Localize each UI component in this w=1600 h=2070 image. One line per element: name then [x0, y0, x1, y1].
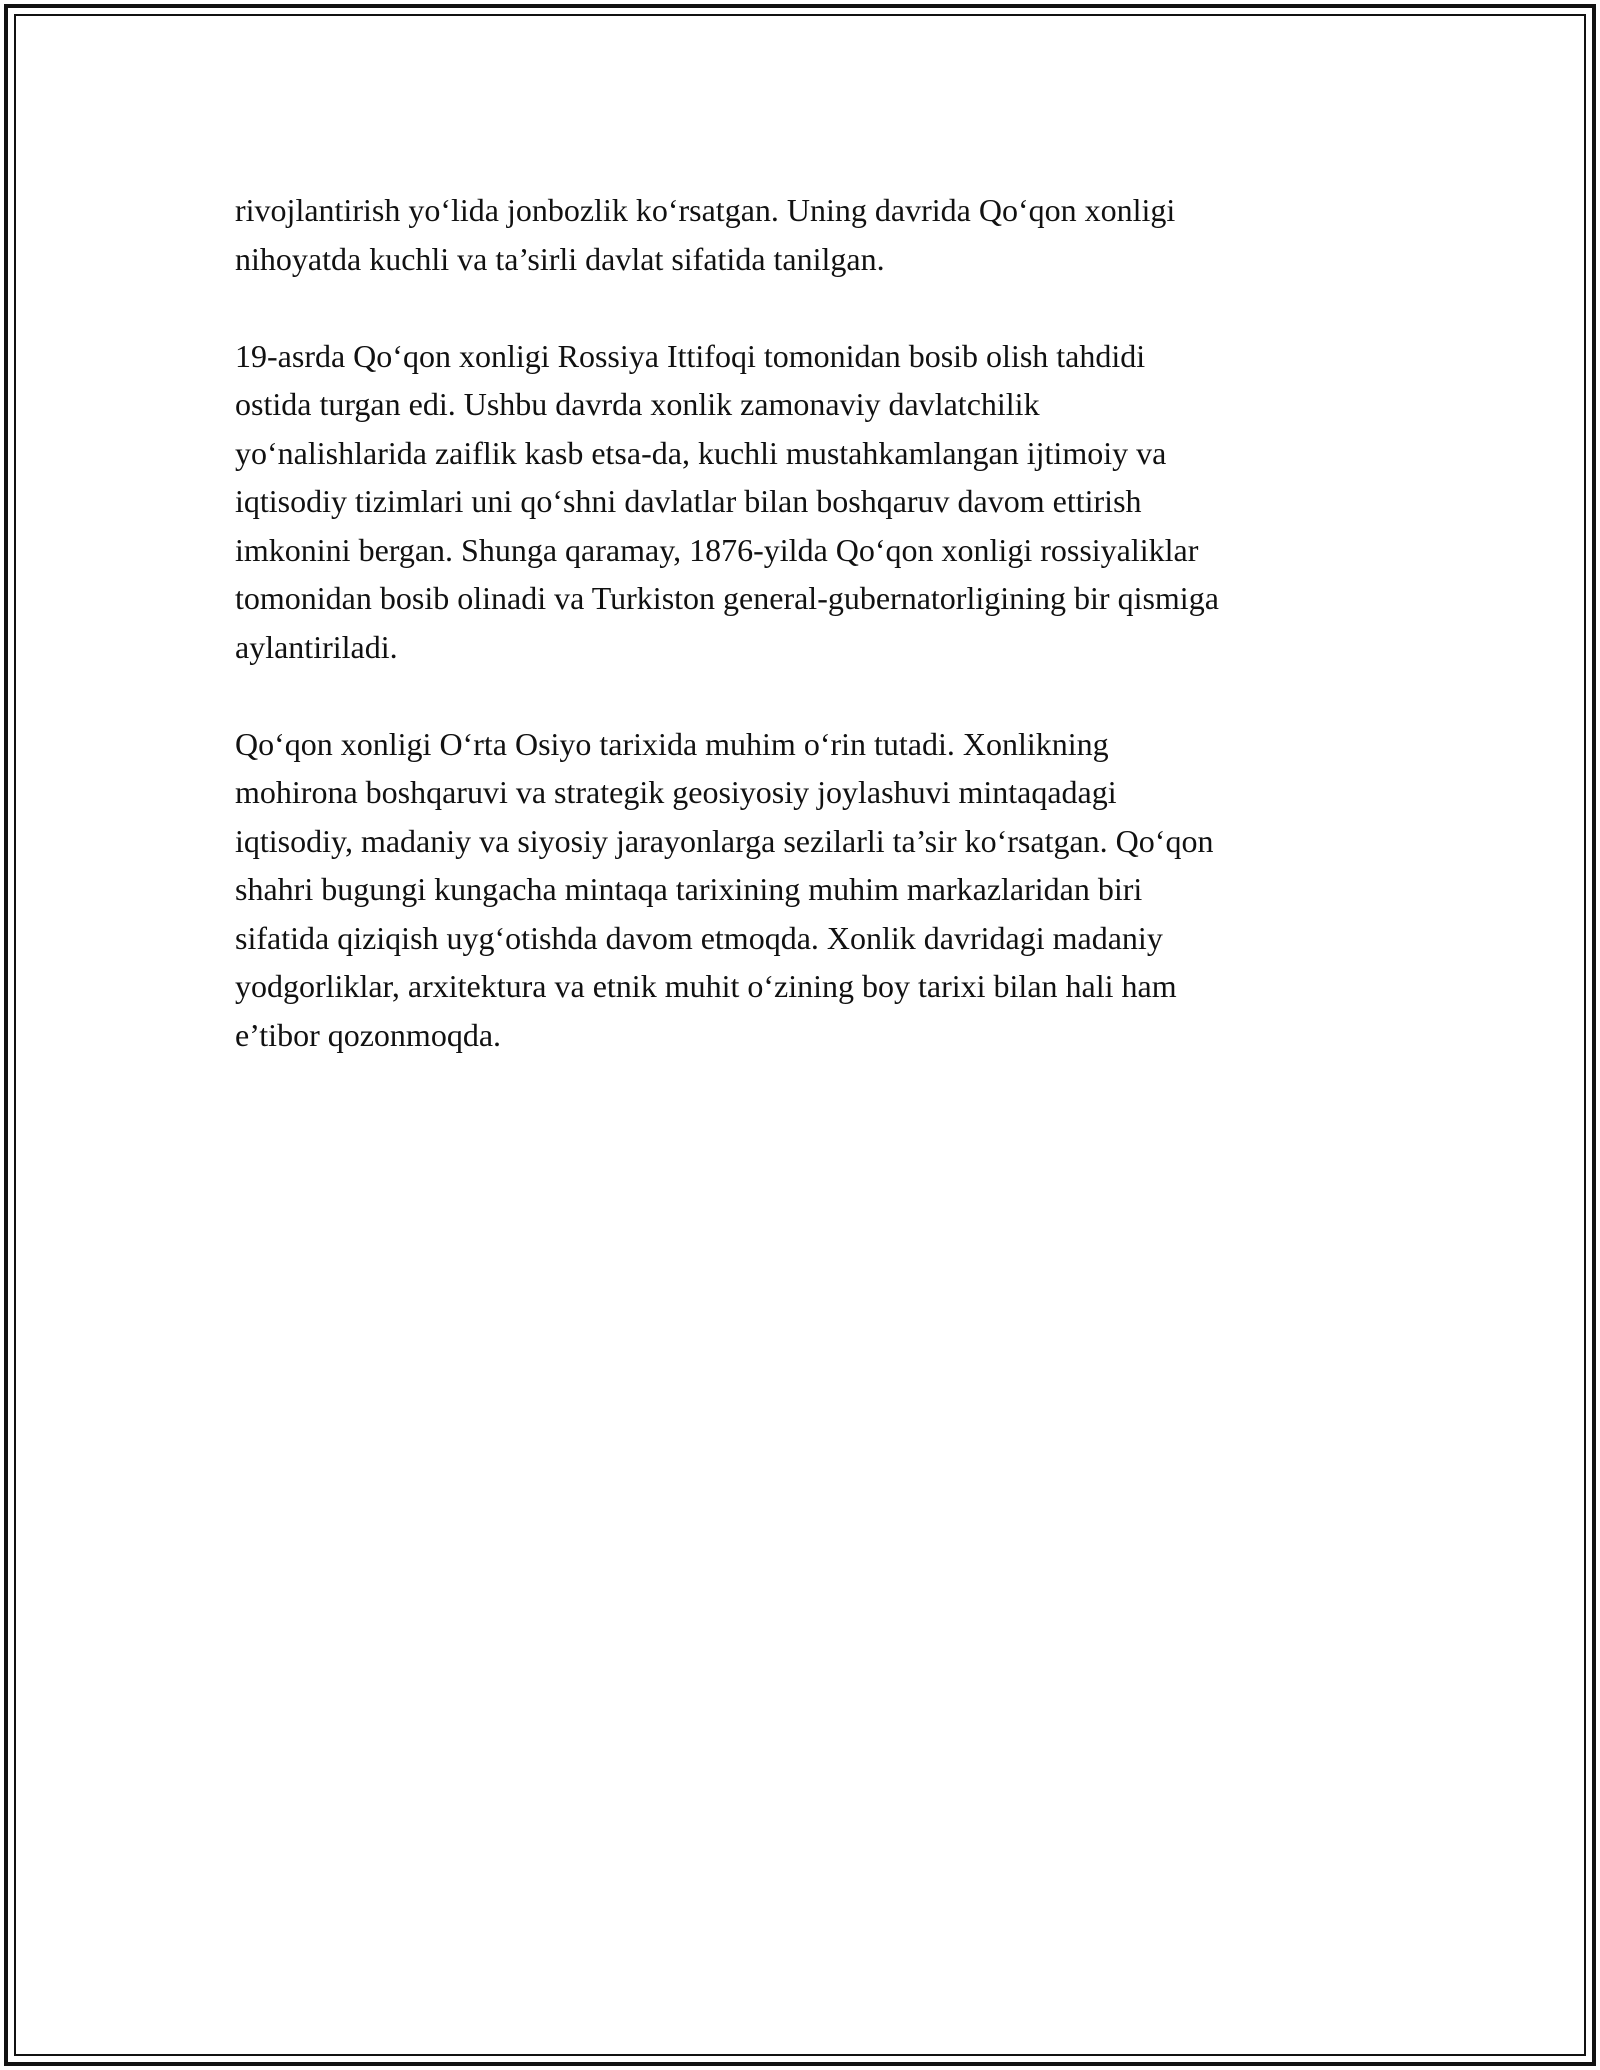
text-line: e’tibor qozonmoqda. — [235, 1016, 502, 1053]
text-line: ostida turgan edi. Ushbu davrda xonlik zamonaviy davlatchilik — [235, 386, 1040, 422]
paragraph-3 — [235, 720, 1375, 1060]
text-line: rivojlantirish yo‘lida jonbozlik ko‘rsatgan. Uning davrida Qo‘qon xonligi — [235, 192, 1176, 228]
paragraph-1 — [235, 186, 1375, 283]
document-body — [235, 186, 1375, 1059]
text-line: Qo‘qon xonligi O‘rta Osiyo tarixida muhim o‘rin tutadi. Xonlikning — [235, 725, 1109, 762]
text-line: iqtisodiy tizimlari uni qo‘shni davlatlar bilan boshqaruv davom ettirish — [235, 483, 1142, 519]
text-line: sifatida qiziqish uyg‘otishda davom etmoqda. Xonlik davridagi madaniy — [235, 919, 1163, 956]
text-line: 19-asrda Qo‘qon xonligi Rossiya Ittifoqi tomonidan bosib olish tahdidi — [235, 337, 1146, 374]
text-line: shahri bugungi kungacha mintaqa tarixining muhim markazlaridan biri — [235, 871, 1143, 907]
text-line: iqtisodiy, madaniy va siyosiy jarayonlarga sezilarli ta’sir ko‘rsatgan. Qo‘qon — [235, 822, 1214, 859]
text-line: aylantiriladi. — [235, 628, 398, 665]
paragraph-2 — [235, 332, 1375, 672]
text-line: nihoyatda kuchli va ta’sirli davlat sifatida tanilgan. — [235, 240, 885, 277]
text-line: tomonidan bosib olinadi va Turkiston general-gubernatorligining bir qismiga — [235, 580, 1219, 616]
text-line: imkonini bergan. Shunga qaramay, 1876-yilda Qo‘qon xonligi rossiyaliklar — [235, 531, 1199, 568]
text-line: yo‘nalishlarida zaiflik kasb etsa-da, kuchli mustahkamlangan ijtimoiy va — [235, 434, 1167, 471]
text-line: mohirona boshqaruvi va strategik geosiyosiy joylashuvi mintaqadagi — [235, 774, 1117, 810]
text-line: yodgorliklar, arxitektura va etnik muhit o‘zining boy tarixi bilan hali ham — [235, 968, 1177, 1004]
